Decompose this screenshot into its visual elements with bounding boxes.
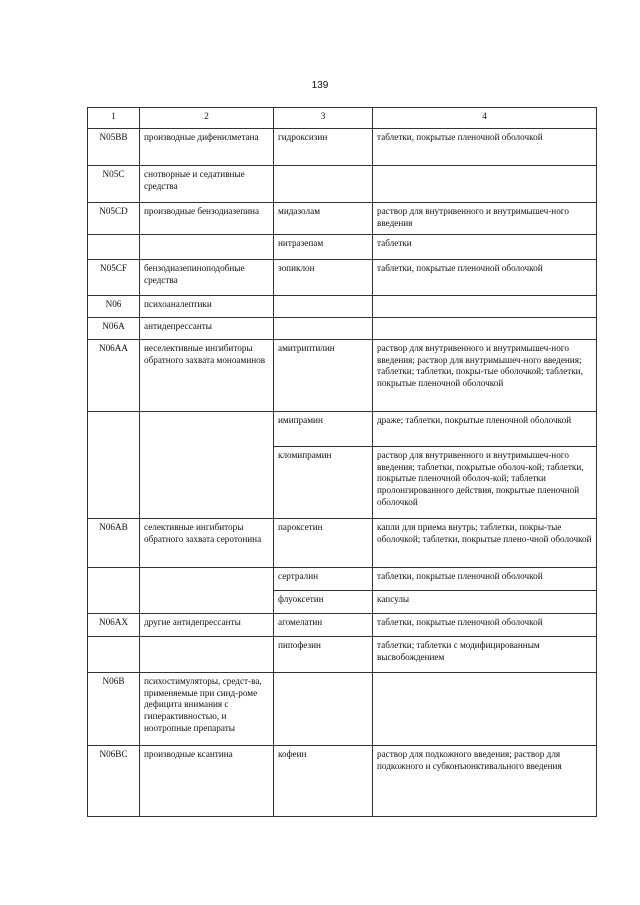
table-row [88, 165, 597, 202]
drug-name: зопиклон [274, 259, 373, 295]
drug-name: пипофезин [274, 636, 373, 672]
column-header-4: 4 [373, 108, 597, 129]
table-row [88, 128, 597, 165]
atc-code: N06A [88, 317, 140, 339]
drug-name: имипрамин [274, 411, 373, 446]
atc-code: N06 [88, 295, 140, 317]
drug-name: мидазолам [274, 202, 373, 234]
drug-name [274, 295, 373, 317]
page-number: 139 [311, 80, 329, 91]
atc-code [88, 411, 140, 446]
dosage-form: таблетки, покрытые пленочной оболочкой [373, 259, 597, 295]
table-row [88, 339, 597, 411]
atc-group: производные дифенилметана [140, 128, 274, 165]
column-header-2: 2 [140, 108, 274, 129]
table-row [88, 317, 597, 339]
atc-code [88, 234, 140, 259]
atc-code [88, 446, 140, 518]
dosage-form [373, 295, 597, 317]
drug-name: кофеин [274, 745, 373, 816]
drug-name: сертралин [274, 567, 373, 590]
atc-code: N05BB [88, 128, 140, 165]
atc-group [140, 234, 274, 259]
atc-code: N05C [88, 165, 140, 202]
atc-group: производные ксантина [140, 745, 274, 816]
dosage-form: таблетки [373, 234, 597, 259]
dosage-form [373, 317, 597, 339]
atc-group: психоаналептики [140, 295, 274, 317]
dosage-form: таблетки, покрытые пленочной оболочкой [373, 567, 597, 590]
atc-code: N06AX [88, 613, 140, 636]
atc-code: N06AA [88, 339, 140, 411]
dosage-form: таблетки, покрытые пленочной оболочкой [373, 128, 597, 165]
atc-group: снотворные и седативные средства [140, 165, 274, 202]
drug-name [274, 672, 373, 745]
atc-group: неселективные ингибиторы обратного захвата моноаминов [140, 339, 274, 411]
table-row [88, 567, 597, 590]
dosage-form: драже; таблетки, покрытые пленочной оболочкой [373, 411, 597, 446]
dosage-form: капсулы [373, 590, 597, 613]
dosage-form: капли для приема внутрь; таблетки, покры-тые оболочкой; таблетки, покрытые плено-чной оболочкой [373, 518, 597, 567]
dosage-form: раствор для внутривенного и внутримышеч-ного введения; раствор для внутримышеч-ного введения; таблетки; таблетки, покры-тые оболочкой; таблетки, покрытые пленочной оболочкой [373, 339, 597, 411]
drug-name: гидроксизин [274, 128, 373, 165]
atc-group [140, 636, 274, 672]
table-row [88, 202, 597, 234]
table-row [88, 672, 597, 745]
dosage-form: раствор для внутривенного и внутримышеч-ного введения; таблетки, покрытые оболоч-кой; таблетки, покрытые пленочной оболоч-кой; таблетки пролонгированного действия, покрытые пленочной оболочкой [373, 446, 597, 518]
table-row [88, 234, 597, 259]
dosage-form: раствор для внутривенного и внутримышеч-ного введения [373, 202, 597, 234]
table-row [88, 295, 597, 317]
table-row [88, 259, 597, 295]
atc-group: антидепрессанты [140, 317, 274, 339]
drug-name: амитриптилин [274, 339, 373, 411]
drug-table [87, 107, 597, 817]
drug-name [274, 317, 373, 339]
atc-group: другие антидепрессанты [140, 613, 274, 636]
dosage-form: раствор для подкожного введения; раствор для подкожного и субконъюнктивального введения [373, 745, 597, 816]
drug-name: флуоксетин [274, 590, 373, 613]
atc-code: N05CD [88, 202, 140, 234]
atc-code: N06BC [88, 745, 140, 816]
atc-group: психостимуляторы, средст-ва, применяемые при синд-роме дефицита внимания с гиперактивностью, и ноотропные препараты [140, 672, 274, 745]
drug-name: нитразепам [274, 234, 373, 259]
dosage-form [373, 165, 597, 202]
drug-name: кломипрамин [274, 446, 373, 518]
drug-name [274, 165, 373, 202]
atc-code [88, 567, 140, 590]
atc-group [140, 446, 274, 518]
atc-group [140, 411, 274, 446]
atc-code: N06B [88, 672, 140, 745]
dosage-form: таблетки, покрытые пленочной оболочкой [373, 613, 597, 636]
drug-name: агомелатин [274, 613, 373, 636]
dosage-form [373, 672, 597, 745]
table-row [88, 636, 597, 672]
atc-code: N06AB [88, 518, 140, 567]
table-row [88, 446, 597, 518]
atc-code [88, 590, 140, 613]
drug-name: пароксетин [274, 518, 373, 567]
column-header-3: 3 [274, 108, 373, 129]
atc-group: селективные ингибиторы обратного захвата серотонина [140, 518, 274, 567]
atc-group: бензодиазепиноподобные средства [140, 259, 274, 295]
table-row [88, 411, 597, 446]
dosage-form: таблетки; таблетки с модифицированным высвобождением [373, 636, 597, 672]
column-header-1: 1 [88, 108, 140, 129]
atc-group [140, 590, 274, 613]
table-row [88, 518, 597, 567]
table-row [88, 745, 597, 816]
table-row [88, 613, 597, 636]
atc-group [140, 567, 274, 590]
atc-group: производные бензодиазепина [140, 202, 274, 234]
atc-code: N05CF [88, 259, 140, 295]
atc-code [88, 636, 140, 672]
table-header-row [88, 108, 597, 129]
table-row [88, 590, 597, 613]
